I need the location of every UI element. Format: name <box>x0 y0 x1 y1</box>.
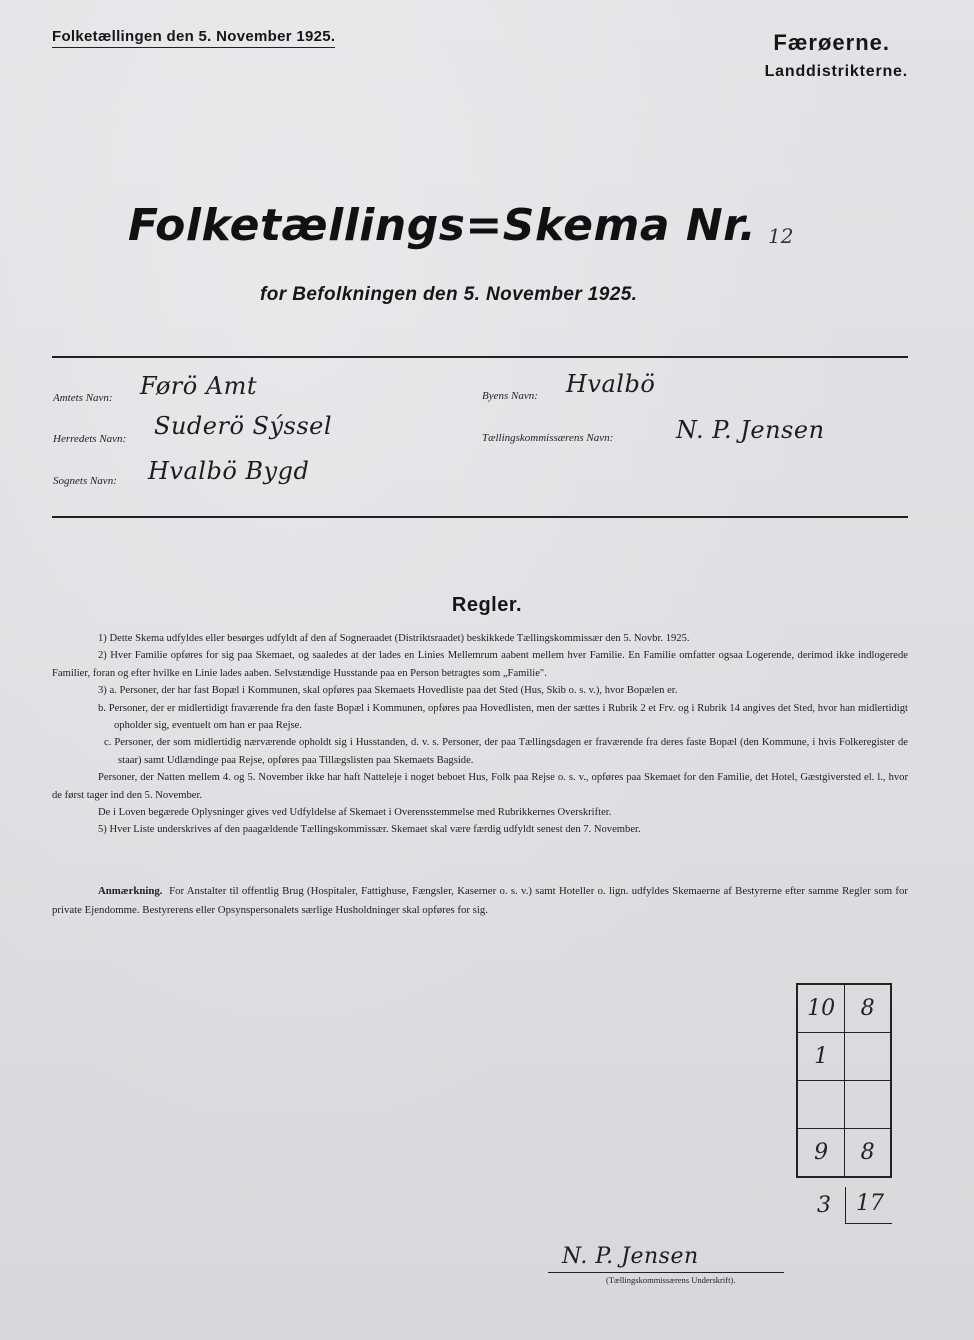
tally-cell <box>845 1081 891 1129</box>
census-date-header: Folketællingen den 5. November 1925. <box>52 28 335 48</box>
signature-caption: (Tællingskommissærens Underskrift). <box>606 1275 736 1285</box>
tally-extra-box <box>845 1187 892 1224</box>
form-number-handwritten: 12 <box>768 224 794 248</box>
note-block <box>52 882 908 920</box>
by-value: Hvalbö <box>566 370 656 398</box>
tally-row <box>797 984 891 1033</box>
tally-cell: 1 <box>797 1033 845 1081</box>
form-subtitle: for Befolkningen den 5. November 1925. <box>260 284 638 305</box>
herred-value: Suderö Sýssel <box>154 412 333 440</box>
signature-line <box>548 1272 784 1273</box>
rule-1: 1) Dette Skema udfyldes eller besørges udfyldt af den af Sogneraadet (Distriktsraadet) beskikkede Tællingskommissær den 5. Novbr. 1925. <box>98 633 690 644</box>
tally-cell: 9 <box>797 1129 845 1178</box>
by-label: Byens Navn: <box>482 390 538 402</box>
amt-label: Amtets Navn: <box>53 392 113 404</box>
rule-3a: 3) a. Personer, der har fast Bopæl i Kommunen, skal opføres paa Skemaets Hovedliste paa det Sted (Hus, Skib o. s. v.), hvor Bopælen er. <box>98 685 678 697</box>
tally-table <box>796 983 892 1178</box>
tally-row <box>797 1081 891 1129</box>
rule-4: De i Loven begærede Oplysninger gives ved Udfyldelse af Skemaet i Overensstemmelse med Rubrikkernes Overskrifter. <box>98 807 612 819</box>
rules-body <box>52 630 908 839</box>
rule-3d: Personer, der Natten mellem 4. og 5. November ikke har haft Natteleje i noget beboet Hus, Folk paa Rejse o. s. v., opføres paa Skemaet for den Familie, det Hotel, Gæstgiversted el. l., hvor de først tager ind den 5. November. <box>52 772 908 801</box>
tally-extra-left: 3 <box>817 1193 831 1218</box>
amt-value: Førö Amt <box>140 372 258 400</box>
tally-cell: 8 <box>845 1129 891 1178</box>
herred-label: Herredets Navn: <box>53 433 127 445</box>
note-label: Anmærkning. <box>98 885 163 897</box>
kommissaer-label: Tællingskommissærens Navn: <box>482 432 614 444</box>
district-header: Landdistrikterne. <box>764 63 908 80</box>
tally-extra-right: 17 <box>856 1191 884 1216</box>
region-header: Færøerne. <box>773 30 890 55</box>
form-title: Folketællings=Skema Nr. <box>128 200 757 251</box>
rules-heading: Regler. <box>451 594 523 616</box>
top-divider <box>52 356 908 358</box>
signature: N. P. Jensen <box>562 1244 699 1269</box>
tally-cell <box>797 1081 845 1129</box>
rule-3c: c. Personer, der som midlertidig nærværende opholdt sig i Husstanden, d. v. s. Personer, der paa Tællingsdagen er fraværende fra deres faste Bopæl (den Kommune, i hvis Folkeregister de staar) samt Udlændinge paa Rejse, opføres paa Tillægslisten paa Skemaets Bagside. <box>104 737 908 766</box>
tally-cell: 8 <box>845 984 891 1033</box>
tally-cell: 10 <box>797 984 845 1033</box>
note-text: For Anstalter til offentlig Brug (Hospitaler, Fattighuse, Fængsler, Kaserner o. s. v.) samt Hoteller o. lign. udfyldes Skemaerne af Bestyrerne efter samme Regler som for private Ejendomme. Bestyrerens eller Opsynspersonalets særlige Husholdninger skal opføres for sig. <box>52 885 908 916</box>
sogn-label: Sognets Navn: <box>53 475 117 487</box>
sogn-value: Hvalbö Bygd <box>148 457 310 485</box>
rule-3b: b. Personer, der er midlertidigt fraværende fra den faste Bopæl i Kommunen, opføres paa Hovedlisten, men der sættes i Rubrik 2 et Frv. og i Rubrik 14 angives det Sted, hvor han midlertidigt opholder sig, eventuelt om han er paa Rejse. <box>98 702 908 732</box>
kommissaer-value: N. P. Jensen <box>676 416 825 444</box>
bottom-divider <box>52 516 908 518</box>
tally-row <box>797 1033 891 1081</box>
tally-row <box>797 1129 891 1178</box>
tally-cell <box>845 1033 891 1081</box>
rule-5: 5) Hver Liste underskrives af den paagældende Tællingskommissær. Skemaet skal være færdig udfyldt senest den 7. November. <box>98 824 641 836</box>
rule-2: 2) Hver Familie opføres for sig paa Skemaet, og saaledes at der lades en Linies Mellemrum aabent mellem hver Familie. En Familie omfatter ogsaa Logerende, derimod ikke indlogerede Familier, foran og efter hvilke en Linie lades aaben. Selvstændige Husstande paa en Person betragtes som „Familie". <box>52 650 908 679</box>
